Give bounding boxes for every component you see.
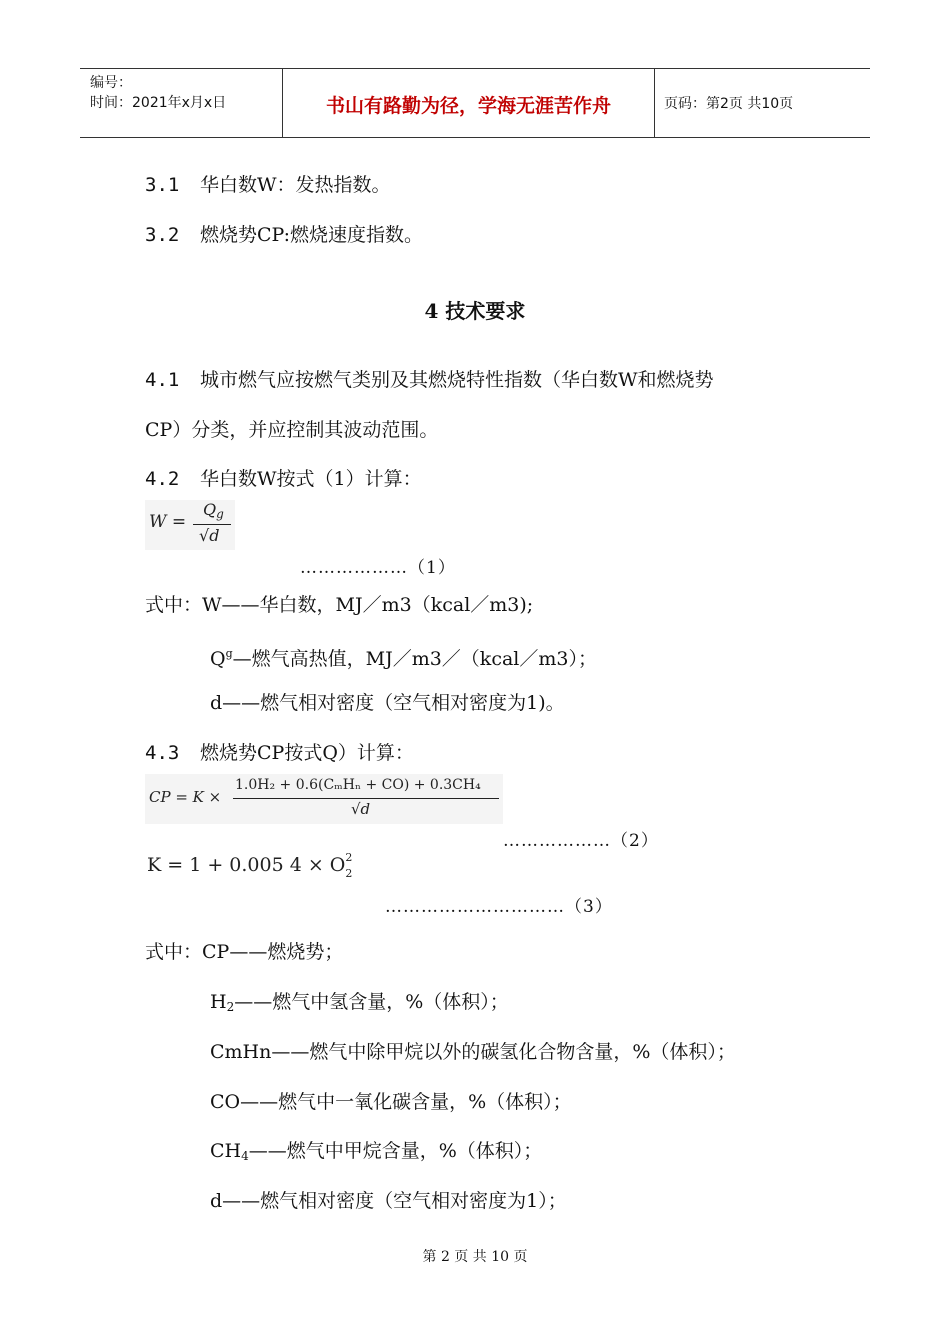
header-meta bbox=[90, 73, 226, 113]
formula-w-numerator bbox=[203, 500, 224, 521]
clause-text: 华白数W按式（1）计算： bbox=[200, 468, 422, 490]
formula-k-sup: 2 bbox=[345, 851, 353, 864]
formula-w-denominator: √d bbox=[199, 526, 220, 545]
definition-q-symbol: Q bbox=[210, 648, 226, 670]
definition-ch4-text: ——燃气中甲烷含量，%（体积）； bbox=[248, 1140, 543, 1162]
definition-h2-text: ——燃气中氢含量，%（体积）； bbox=[234, 991, 509, 1013]
clause-number: 3.1 bbox=[145, 174, 180, 196]
clause-4-2 bbox=[145, 467, 422, 491]
section-heading: 4 技术要求 bbox=[424, 299, 526, 323]
clause-number: 4.1 bbox=[145, 369, 180, 391]
definition-d-2: d——燃气相对密度（空气相对密度为1）； bbox=[210, 1190, 567, 1212]
definition-q-text: —燃气高热值，MJ／m3／（kcal／m3）； bbox=[232, 648, 597, 670]
clause-text: 燃烧势CP:燃烧速度指数。 bbox=[200, 224, 424, 246]
definition-w: 式中：W——华白数，MJ／m3（kcal／m3); bbox=[145, 594, 534, 616]
formula-k-text: K = 1 + 0.005 4 × O bbox=[147, 854, 346, 876]
formula-cp-denominator: √d bbox=[351, 800, 371, 818]
clause-4-3 bbox=[145, 741, 414, 765]
definition-cmhn: CmHn——燃气中除甲烷以外的碳氢化合物含量，%（体积）； bbox=[210, 1041, 736, 1063]
equation-label-3: …………………………（3） bbox=[385, 897, 613, 917]
clause-number: 4.2 bbox=[145, 468, 180, 490]
formula-cp bbox=[145, 774, 503, 824]
formula-k-body bbox=[147, 851, 355, 880]
equation-label-2: ………………（2） bbox=[503, 831, 659, 851]
code-label: 编号： bbox=[90, 75, 132, 91]
definition-h2-sub: 2 bbox=[226, 1000, 235, 1014]
equation-label-1: ………………（1） bbox=[300, 558, 456, 578]
header-motto: 书山有路勤为径，学海无涯苦作舟 bbox=[325, 95, 611, 117]
fraction-bar bbox=[193, 524, 231, 525]
page-footer: 第 2 页 共 10 页 bbox=[422, 1249, 528, 1265]
clause-number: 4.3 bbox=[145, 742, 180, 764]
formula-cp-lhs: CP = K × bbox=[149, 788, 222, 806]
clause-text: 城市燃气应按燃气类别及其燃烧特性指数（华白数W和燃烧势 bbox=[200, 369, 714, 391]
definition-h2-symbol: H bbox=[210, 991, 227, 1013]
clause-number: 3.2 bbox=[145, 224, 180, 246]
clause-text: 燃烧势CP按式Q）计算： bbox=[200, 742, 414, 764]
clause-3-2 bbox=[145, 223, 423, 247]
clause-text: 华白数W：发热指数。 bbox=[200, 174, 391, 196]
clause-3-1 bbox=[145, 173, 391, 197]
definition-d: d——燃气相对密度（空气相对密度为1)。 bbox=[210, 692, 565, 714]
formula-w-lhs: W = bbox=[149, 512, 187, 532]
definition-cp: 式中：CP——燃烧势； bbox=[145, 941, 344, 963]
formula-w bbox=[145, 500, 235, 550]
formula-k-exp bbox=[345, 851, 355, 880]
fraction-bar bbox=[233, 798, 499, 799]
formula-cp-numerator: 1.0H₂ + 0.6(CₘHₙ + CO) + 0.3CH₄ bbox=[235, 777, 481, 793]
clause-4-1 bbox=[145, 368, 714, 392]
header-divider bbox=[654, 69, 655, 137]
page-header bbox=[80, 68, 870, 138]
clause-4-1-cont: CP）分类，并应控制其波动范围。 bbox=[145, 419, 439, 441]
definition-ch4-sub: 4 bbox=[241, 1149, 249, 1163]
definition-q-sup: g bbox=[225, 647, 233, 660]
definition-ch4 bbox=[210, 1139, 542, 1168]
formula-w-q-sub: g bbox=[216, 507, 224, 521]
definition-q bbox=[210, 642, 597, 671]
date-label: 时间：2021年x月x日 bbox=[90, 95, 227, 111]
formula-k bbox=[145, 850, 385, 884]
definition-co: CO——燃气中一氧化碳含量，%（体积）； bbox=[210, 1091, 572, 1113]
formula-k-sub: 2 bbox=[345, 867, 353, 880]
definition-h2 bbox=[210, 990, 509, 1019]
definition-ch4-symbol: CH bbox=[210, 1140, 242, 1162]
header-page-info: 页码：第2页 共10页 bbox=[664, 96, 794, 112]
formula-w-q: Q bbox=[203, 500, 217, 519]
